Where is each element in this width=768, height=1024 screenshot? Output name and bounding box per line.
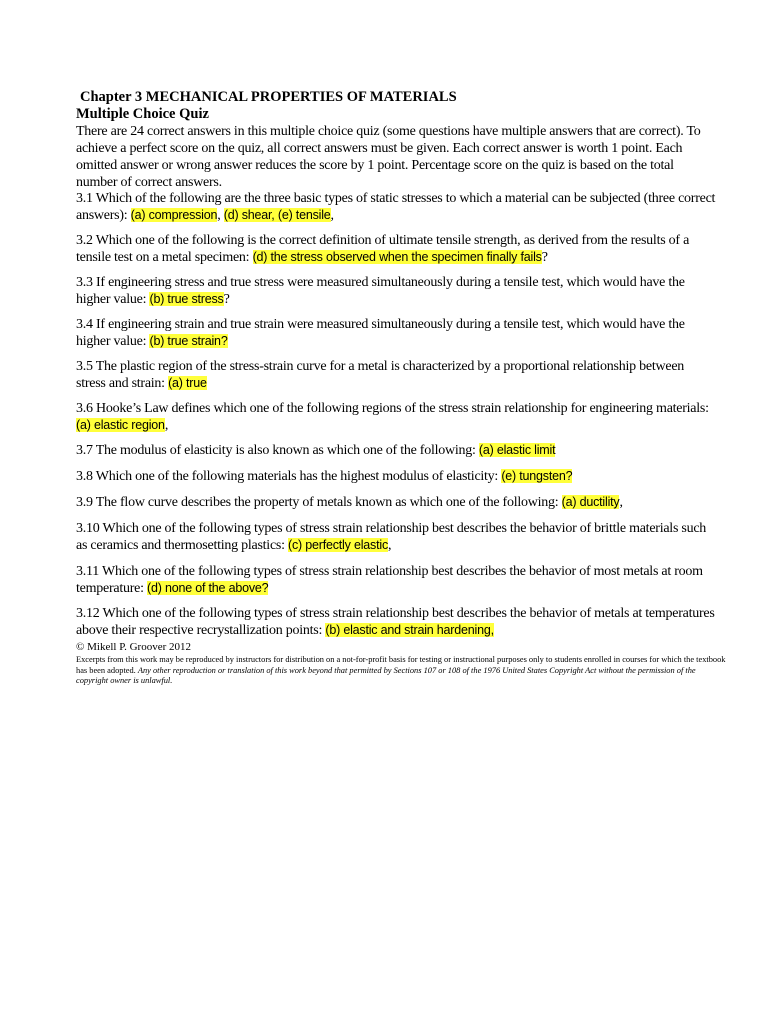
- question-3-5: [76, 358, 716, 392]
- question-3-10: 3.10 Which one of the following types of stress strain relationship best describes the behavior of brittle materials such as ceramics and thermosetting plastics: (c) perfectly elastic,: [76, 521, 707, 553]
- question-text: 3.4 If engineering strain and true strain were measured simultaneously during a tensile test, which would have the higher value:: [76, 317, 685, 349]
- answer-highlight: (c) perfectly elastic: [288, 538, 388, 552]
- question-text: 3.3 If engineering stress and true stress were measured simultaneously during a tensile test, which would have the higher value:: [76, 275, 685, 307]
- question-text: 3.5 The plastic region of the stress-strain curve for a metal is characterized by a proportional relationship between stress and strain:: [76, 359, 685, 391]
- copyright-line: © Mikell P. Groover 2012: [76, 641, 191, 653]
- answer-highlight: (b) true stress: [149, 292, 224, 306]
- copyright-footer: [76, 641, 726, 687]
- question-text: 3.12 Which one of the following types of stress strain relationship best describes the behavior of metals at temperatures above their respective recrystallization points:: [76, 606, 715, 638]
- question-text: 3.7 The modulus of elasticity is also known as which one of the following:: [76, 443, 479, 458]
- question-3-4: [76, 316, 716, 350]
- answer-highlight: (a) elastic region: [76, 418, 165, 432]
- question-text: 3.2 Which one of the following is the correct definition of ultimate tensile strength, as derived from the results of a tensile test on a metal specimen:: [76, 233, 690, 265]
- answer-highlight: (a) elastic limit: [478, 443, 556, 457]
- quiz-subtitle: Multiple Choice Quiz: [76, 106, 209, 122]
- answer-highlight: (b) true strain?: [149, 334, 228, 348]
- answer-highlight: (d) none of the above?: [147, 581, 269, 595]
- question-3-11: [76, 563, 716, 597]
- question-3-3: 3.3 If engineering stress and true stress were measured simultaneously during a tensile test, which would have the higher value: (b) true stress?: [76, 275, 685, 307]
- answer-highlight: (a) true: [168, 376, 207, 390]
- quiz-header: [76, 88, 716, 191]
- question-3-12: [76, 605, 716, 639]
- answer-highlight: (d) the stress observed when the specimen finally fails: [252, 250, 542, 264]
- answer-highlight: (e) tungsten?: [501, 469, 573, 483]
- answer-highlight: (a) compression: [130, 208, 218, 222]
- question-text: 3.8 Which one of the following materials has the highest modulus of elasticity:: [76, 469, 502, 484]
- quiz-instructions: There are 24 correct answers in this multiple choice quiz (some questions have multiple answers that are correct). To achieve a perfect score on the quiz, all correct answers must be given. Each correct answer is worth 1 point. Each omitted answer or wrong answer reduces the score by 1 point. Percentage score on the quiz is based on the total number of correct answers.: [76, 124, 701, 190]
- notice-plain: Excerpts from this work may be reproduced by instructors for distribution on a not-for-profit basis for testing or instructional purposes only to students enrolled in courses for which the textbook has been adopted.: [76, 655, 726, 675]
- question-text: 3.6 Hooke’s Law defines which one of the following regions of the stress strain relationship for engineering materials:: [76, 401, 709, 416]
- notice-italic: Any other reproduction or translation of this work beyond that permitted by Sections 107 or 108 of the 1976 United States Copyright Act without the permission of the copyright owner is unlawful.: [76, 665, 696, 685]
- question-text: 3.11 Which one of the following types of stress strain relationship best describes the behavior of most metals at room temperature:: [76, 564, 703, 596]
- question-text: 3.9 The flow curve describes the property of metals known as which one of the following:: [76, 495, 562, 510]
- question-3-1: 3.1 Which of the following are the three basic types of static stresses to which a material can be subjected (three correct answers): (a) compression, (d) shear, (e) tensile,: [76, 191, 716, 223]
- answer-highlight: (a) ductility: [561, 495, 620, 509]
- question-3-6: 3.6 Hooke’s Law defines which one of the following regions of the stress strain relationship for engineering materials: (a) elastic region,: [76, 401, 709, 433]
- question-3-7: [76, 442, 716, 459]
- question-text: 3.1 Which of the following are the three basic types of static stresses to which a material can be subjected (three correct answers):: [76, 191, 716, 223]
- question-text: 3.10 Which one of the following types of stress strain relationship best describes the behavior of brittle materials such as ceramics and thermosetting plastics:: [76, 521, 707, 553]
- question-3-9: 3.9 The flow curve describes the property of metals known as which one of the following: (a) ductility,: [76, 495, 623, 510]
- answer-highlight: (d) shear, (e) tensile: [223, 208, 331, 222]
- answer-highlight: (b) elastic and strain hardening,: [325, 623, 494, 637]
- copyright-notice: [76, 655, 726, 687]
- question-3-2: 3.2 Which one of the following is the correct definition of ultimate tensile strength, as derived from the results of a tensile test on a metal specimen: (d) the stress observed when the specimen finally fails?: [76, 233, 690, 265]
- chapter-title: Chapter 3 MECHANICAL PROPERTIES OF MATERIALS: [80, 89, 457, 105]
- question-3-8: [76, 468, 716, 485]
